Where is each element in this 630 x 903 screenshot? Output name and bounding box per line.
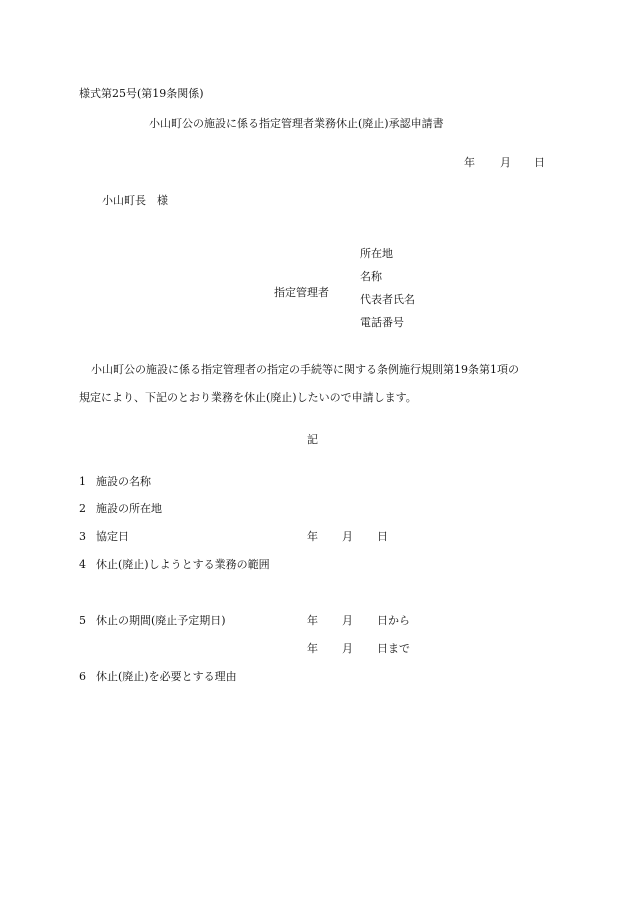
- item-label: 休止(廃止)を必要とする理由: [96, 670, 237, 683]
- applicant-label: 指定管理者: [274, 286, 329, 299]
- applicant-field-representative: 代表者氏名: [360, 293, 415, 306]
- item-number: 1: [79, 475, 86, 488]
- agreement-date-day: 日: [377, 530, 388, 543]
- body-text-line-1: 小山町公の施設に係る指定管理者の指定の手続等に関する条例施行規則第19条第1項の: [91, 363, 519, 376]
- date-month: 月: [500, 156, 511, 169]
- period-from-month: 月: [342, 614, 353, 627]
- item-number: 6: [79, 670, 86, 683]
- period-to-day: 日まで: [377, 642, 410, 655]
- item-label: 協定日: [96, 530, 129, 543]
- agreement-date-year: 年: [307, 530, 318, 543]
- item-number: 5: [79, 614, 86, 627]
- agreement-date-month: 月: [342, 530, 353, 543]
- item-label: 休止(廃止)しようとする業務の範囲: [96, 558, 270, 571]
- item-label: 施設の名称: [96, 475, 151, 488]
- ki-heading: 記: [307, 433, 318, 446]
- period-to-month: 月: [342, 642, 353, 655]
- date-year: 年: [464, 156, 475, 169]
- document-title: 小山町公の施設に係る指定管理者業務休止(廃止)承認申請書: [149, 117, 444, 130]
- date-day: 日: [534, 156, 545, 169]
- item-number: 4: [79, 558, 86, 571]
- applicant-field-address: 所在地: [360, 247, 393, 260]
- applicant-field-name: 名称: [360, 270, 382, 283]
- item-number: 3: [79, 530, 86, 543]
- body-text-line-2: 規定により、下記のとおり業務を休止(廃止)したいので申請します。: [79, 391, 417, 404]
- item-number: 2: [79, 502, 86, 515]
- form-number: 様式第25号(第19条関係): [79, 87, 204, 100]
- period-from-day: 日から: [377, 614, 410, 627]
- applicant-field-phone: 電話番号: [360, 316, 404, 329]
- item-label: 休止の期間(廃止予定期日): [96, 614, 226, 627]
- period-to-year: 年: [307, 642, 318, 655]
- item-label: 施設の所在地: [96, 502, 162, 515]
- period-from-year: 年: [307, 614, 318, 627]
- addressee: 小山町長 様: [102, 194, 168, 207]
